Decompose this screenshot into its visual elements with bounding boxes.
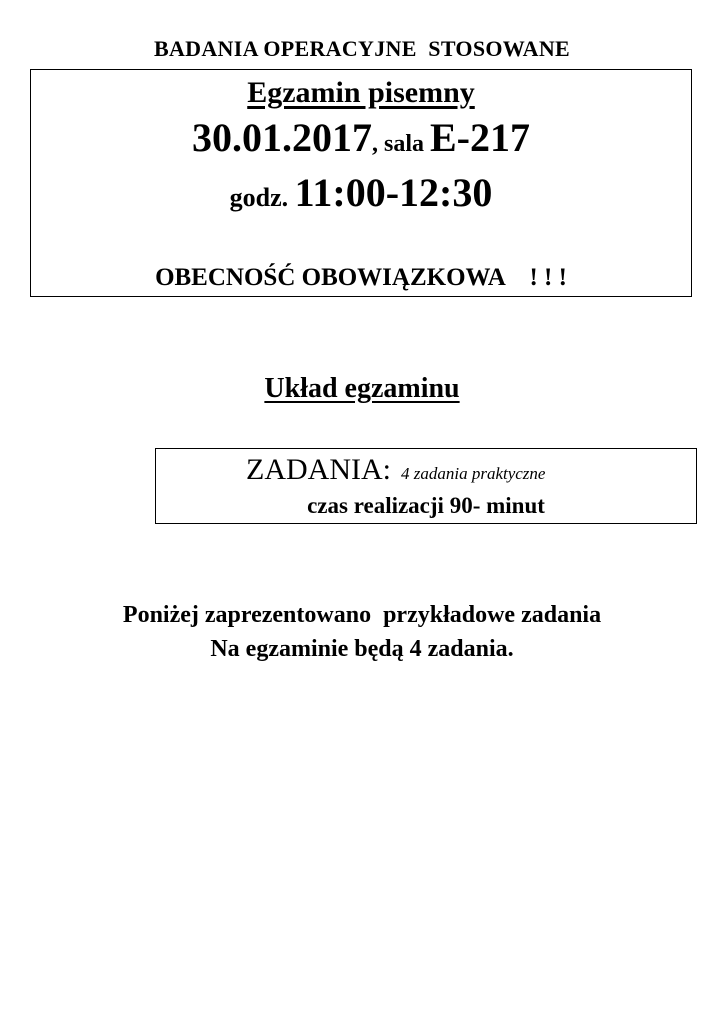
tasks-note: 4 zadania praktyczne (400, 464, 546, 483)
exam-info-box (30, 69, 692, 297)
exam-time: 11:00-12:30 (294, 170, 493, 215)
exam-title: Egzamin pisemny (247, 76, 475, 109)
footer-note (0, 598, 724, 666)
exam-date: 30.01.2017 (191, 115, 372, 160)
exam-room: E-217 (430, 115, 530, 160)
footer-line-1: Poniżej zaprezentowano przykładowe zadania (122, 602, 602, 628)
tasks-duration: czas realizacji 90- minut (307, 493, 545, 518)
course-title: BADANIA OPERACYJNE STOSOWANE (154, 36, 570, 61)
exam-room-prefix: , sala (371, 131, 430, 157)
exam-time-prefix: godz. (229, 183, 295, 212)
footer-line-2: Na egzaminie będą 4 zadania. (210, 636, 514, 662)
tasks-label: ZADANIA: (246, 453, 391, 486)
attendance-notice: OBECNOŚĆ OBOWIĄZKOWA ! ! ! (155, 264, 567, 291)
tasks-line (246, 453, 545, 487)
exam-time-line (31, 169, 691, 216)
tasks-box (155, 448, 697, 524)
exam-date-line (31, 114, 691, 161)
exam-layout-heading: Układ egzaminu (264, 373, 460, 404)
